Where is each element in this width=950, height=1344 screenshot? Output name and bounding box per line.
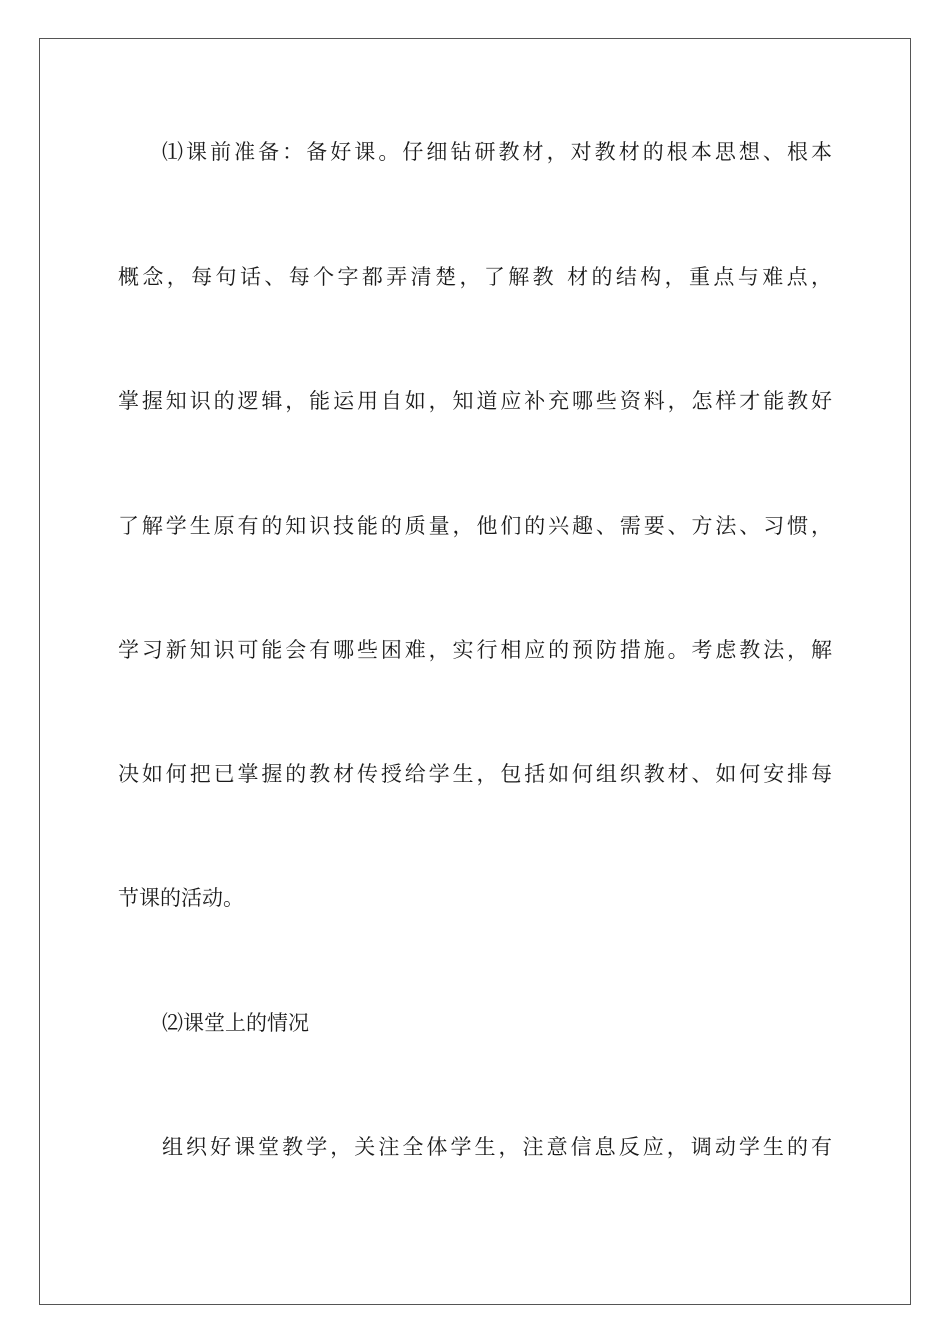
paragraph-line: 掌握知识的逻辑，能运用自如，知道应补充哪些资料，怎样才能教好 bbox=[118, 389, 832, 413]
paragraph-line: 了解学生原有的知识技能的质量，他们的兴趣、需要、方法、习惯， bbox=[118, 514, 832, 538]
paragraph-line: 概念，每句话、每个字都弄清楚，了解教 材的结构，重点与难点， bbox=[118, 265, 832, 289]
paragraph-line: 决如何把已掌握的教材传授给学生，包括如何组织教材、如何安排每 bbox=[118, 762, 832, 786]
section-heading: ⑵课堂上的情况 bbox=[162, 1011, 309, 1035]
paragraph-line: 学习新知识可能会有哪些困难，实行相应的预防措施。考虑教法，解 bbox=[118, 638, 832, 662]
paragraph-line: 组织好课堂教学，关注全体学生，注意信息反应，调动学生的有 bbox=[162, 1135, 832, 1159]
paragraph-line: ⑴课前准备：备好课。仔细钻研教材，对教材的根本思想、根本 bbox=[162, 140, 832, 164]
paragraph-line: 节课的活动。 bbox=[118, 886, 244, 910]
page-frame bbox=[39, 38, 911, 1305]
